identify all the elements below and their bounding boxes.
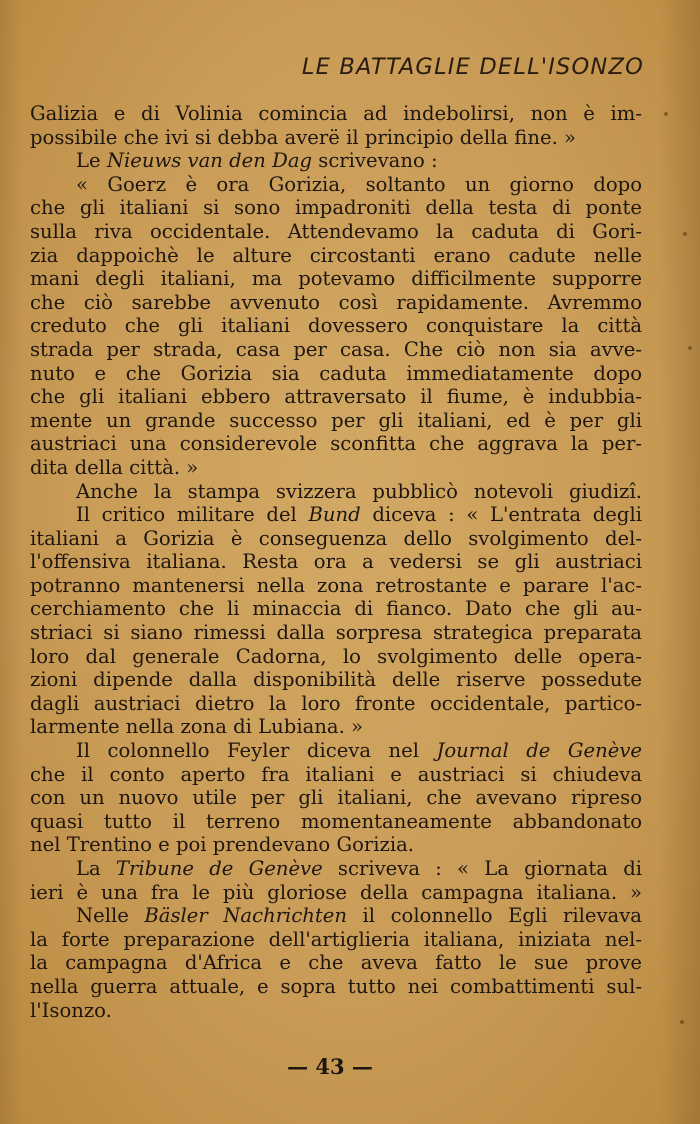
- text-line: Anche la stampa svizzera pubblicò notevoli giudizî.: [76, 479, 642, 503]
- text-line: austriaci una considerevole sconfitta che aggrava la per-: [30, 432, 642, 456]
- text-line: zia dappoichè le alture circostanti erano cadute nelle: [30, 243, 642, 267]
- page-body-text: [30, 102, 642, 1022]
- text-line: creduto che gli italiani dovessero conquistare la città: [30, 314, 642, 338]
- text-line: Nelle Bäsler Nachrichten il colonnello Egli rilevava: [76, 904, 642, 928]
- periodical-title: Tribune de Genève: [115, 857, 323, 880]
- text-line: potranno mantenersi nella zona retrostante e parare l'ac-: [30, 573, 642, 597]
- periodical-title: Bäsler Nachrichten: [144, 904, 348, 928]
- text-line: possibile che ivi si debba averë il principio della fine. »: [30, 125, 577, 149]
- text-line: Il critico militare del Bund diceva : « L'entrata degli: [76, 503, 642, 527]
- periodical-title: Nieuws van den Dag: [106, 149, 313, 173]
- page-edge-shadow-left: [0, 0, 22, 1124]
- periodical-title: Journal de Genève: [436, 739, 642, 763]
- paper-speck: [683, 232, 687, 236]
- text-line: che ciò sarebbe avvenuto così rapidamente. Avremmo: [30, 290, 642, 314]
- text-line: l'offensiva italiana. Resta ora a vedersi se gli austriaci: [30, 550, 642, 574]
- paper-speck: [680, 1020, 684, 1024]
- text-line: ieri è una fra le più gloriose della campagna italiana. »: [30, 880, 642, 904]
- paper-speck: [688, 346, 692, 350]
- text-line: strada per strada, casa per casa. Che ciò non sia avve-: [30, 337, 642, 361]
- text-line: Galizia e di Volinia comincia ad indebolirsi, non è im-: [30, 102, 642, 125]
- text-line: « Goerz è ora Gorizia, soltanto un giorno dopo: [76, 172, 642, 196]
- text-line: dita della città. »: [30, 455, 199, 479]
- text-line: nuto e che Gorizia sia caduta immediatamente dopo: [30, 361, 642, 385]
- page-edge-shadow-right: [660, 0, 700, 1124]
- text-line: che gli italiani si sono impadroniti della testa di ponte: [30, 196, 642, 220]
- text-line: nella guerra attuale, e sopra tutto nei combattimenti sul-: [30, 974, 642, 998]
- text-line: La Tribune de Genève scriveva : « La giornata di: [76, 857, 642, 880]
- text-line: la campagna d'Africa e che aveva fatto le sue prove: [30, 951, 642, 975]
- text-line: italiani a Gorizia è conseguenza dello svolgimento del-: [30, 526, 642, 550]
- text-line: zioni dipende dalla disponibilità delle riserve possedute: [30, 668, 642, 692]
- text-line: cerchiamento che li minaccia di fianco. Dato che gli au-: [30, 597, 642, 621]
- text-line: mani degli italiani, ma potevamo difficilmente supporre: [30, 267, 642, 291]
- running-header-title: LE BATTAGLIE DELL'ISONZO: [301, 54, 644, 80]
- text-line: striaci si siano rimessi dalla sorpresa strategica preparata: [30, 621, 642, 645]
- text-line: nel Trentino e poi prendevano Gorizia.: [30, 833, 415, 857]
- text-line: dagli austriaci dietro la loro fronte occidentale, partico-: [30, 691, 642, 715]
- text-line: con un nuovo utile per gli italiani, che avevano ripreso: [30, 786, 642, 810]
- text-line: che il conto aperto fra italiani e austriaci si chiudeva: [30, 762, 642, 786]
- text-line: la forte preparazione dell'artiglieria italiana, iniziata nel-: [30, 927, 642, 951]
- periodical-title: Bund: [308, 503, 361, 527]
- text-line: larmente nella zona di Lubiana. »: [30, 715, 364, 739]
- text-line: mente un grande successo per gli italiani, ed è per gli: [30, 408, 642, 432]
- text-line: Le Nieuws van den Dag scrivevano :: [76, 149, 438, 173]
- text-line: Il colonnello Feyler diceva nel Journal de Genève: [76, 739, 642, 763]
- text-line: che gli italiani ebbero attraversato il fiume, è indubbia-: [30, 385, 642, 409]
- page-number: — 43 —: [287, 1054, 373, 1079]
- paper-speck: [664, 112, 668, 116]
- text-line: loro dal generale Cadorna, lo svolgimento delle opera-: [30, 644, 642, 668]
- text-line: l'Isonzo.: [30, 998, 112, 1022]
- text-line: sulla riva occidentale. Attendevamo la caduta di Gori-: [30, 219, 642, 243]
- text-line: quasi tutto il terreno momentaneamente abbandonato: [30, 809, 642, 833]
